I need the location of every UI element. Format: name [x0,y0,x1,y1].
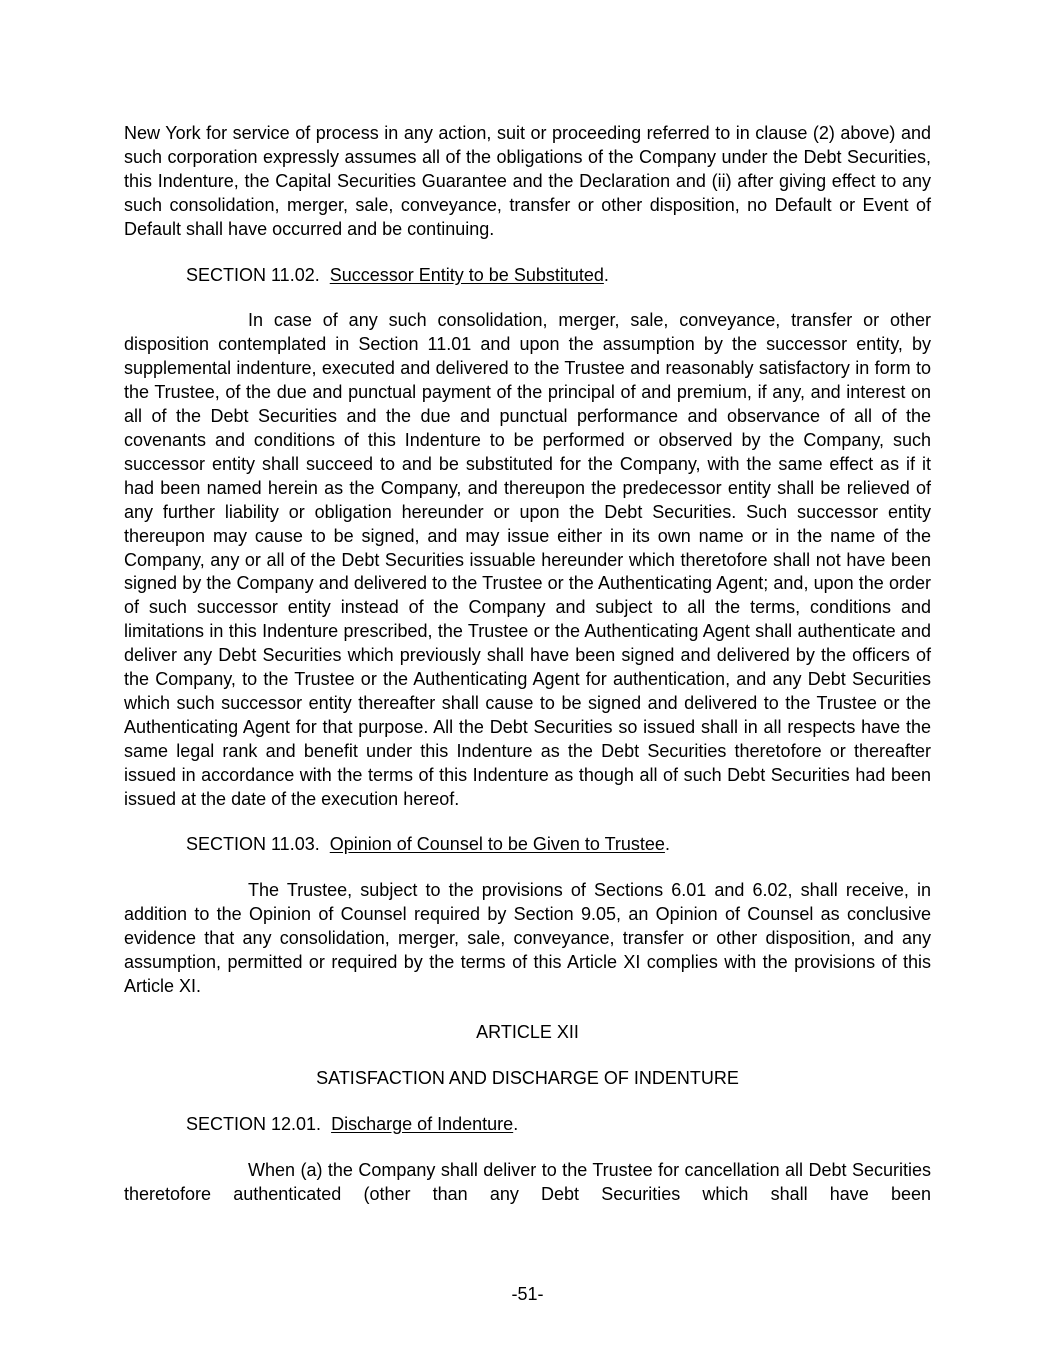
section-11-03-heading: SECTION 11.03. Opinion of Counsel to be Given to Trustee. [186,834,670,855]
section-12-01-number: SECTION 12.01. [186,1113,322,1134]
page-number: -51- [511,1284,544,1304]
section-11-03-body: The Trustee, subject to the provisions of Sections 6.01 and 6.02, shall receive, in addition to the Opinion of Counsel required by Section 9.05, an Opinion of Counsel as conclusive evidence that any consolidation, merger, sale, conveyance, transfer or other disposition, and any assumption, permitted or required by the terms of this Article XI complies with the provisions of this Article XI. [124,880,931,996]
section-11-02-number: SECTION 11.02. [186,264,320,285]
section-12-01-heading: SECTION 12.01. Discharge of Indenture. [186,1113,519,1134]
section-11-02-body: In case of any such consolidation, merger, sale, conveyance, transfer or other disposition contemplated in Section 11.01 and upon the assumption by the successor entity, by supplemental indenture, executed and delivered to the Trustee and reasonably satisfactory in form to the Trustee, of the due and punctual payment of the principal of and premium, if any, and interest on all of the Debt Securities and the due and punctual performance and observance of all of the covenants and conditions of this Indenture to be performed or observed by the Company, such successor entity shall succeed to and be substituted for the Company, with the same effect as if it had been named herein as the Company, and thereupon the predecessor entity shall be relieved of any further liability or obligation hereunder or upon the Debt Securities. Such successor entity thereupon may cause to be signed, and may issue either in its own name or in the name of the Company, any or all of the Debt Securities issuable hereunder which theretofore shall not have been signed by the Company and delivered to the Trustee or the Authenticating Agent; and, upon the order of such successor entity instead of the Company and subject to all the terms, conditions and limitations in this Indenture prescribed, the Trustee or the Authenticating Agent shall authenticate and deliver any Debt Securities which previously shall have been signed and delivered by the officers of the Company, to the Trustee or the Authenticating Agent for authentication, and any Debt Securities which such successor entity thereafter shall cause to be signed and delivered to the Trustee or the Authenticating Agent for that purpose. All the Debt Securities so issued shall in all respects have the same legal rank and benefit under this Indenture as the Debt Securities theretofore or thereafter issued in accordance with the terms of this Indenture as though all of such Debt Securities had been issued at the date of the execution hereof. [124,310,931,809]
section-11-03-title: Opinion of Counsel to be Given to Trustee [329,834,665,855]
section-11-02-title: Successor Entity to be Substituted [329,264,604,285]
continuation-paragraph: New York for service of process in any action, suit or proceeding referred to in clause (2) above) and such corporation expressly assumes all of the obligations of the Company under the Debt Securities, this Indenture, the Capital Securities Guarantee and the Declaration and (ii) after giving effect to any such consolidation, merger, sale, conveyance, transfer or other disposition, no Default or Event of Default shall have occurred and be continuing. [124,123,931,239]
article-title: SATISFACTION AND DISCHARGE OF INDENTURE [316,1067,739,1088]
article-number: ARTICLE XII [476,1021,579,1042]
section-12-01-title: Discharge of Indenture [331,1113,514,1134]
section-11-02-heading: SECTION 11.02. Successor Entity to be Substituted. [186,264,609,285]
document-page [124,122,931,1206]
section-12-01-body: When (a) the Company shall deliver to the Trustee for cancellation all Debt Securities theretofore authenticated (other than any Debt Securities which shall have been [124,1159,931,1204]
section-11-03-number: SECTION 11.03. [186,834,320,855]
